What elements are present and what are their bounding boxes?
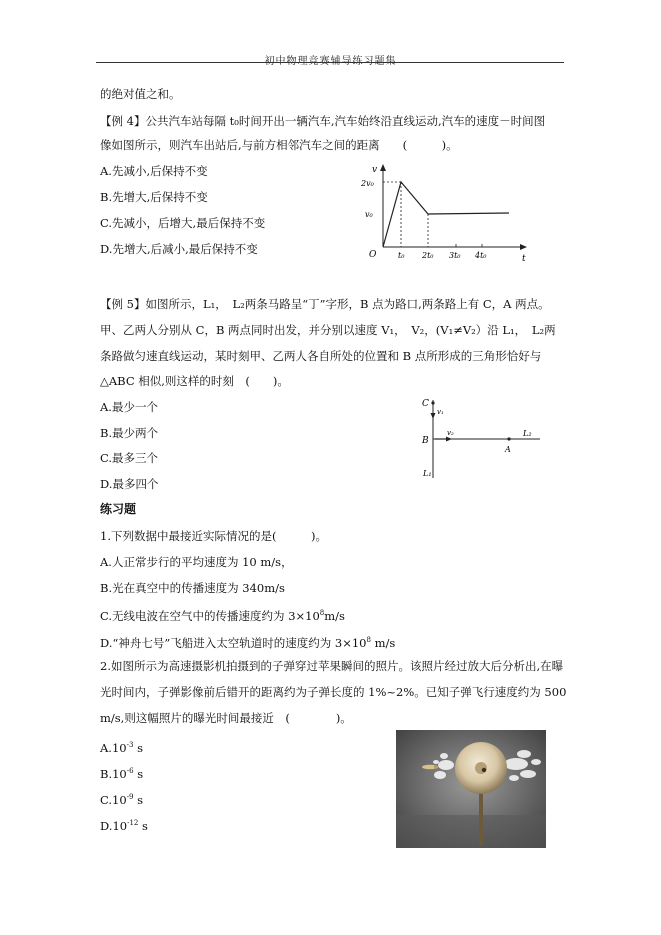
label-v1: v₁ (437, 408, 444, 416)
section-title: 练习题 (100, 502, 137, 516)
t-axis-label: t (522, 254, 526, 264)
label-L2: L₂ (523, 429, 532, 438)
ex4-option-a: A.先减小,后保持不变 (100, 164, 208, 178)
q2-line1: 2.如图所示为高速摄影机拍摄到的子弹穿过苹果瞬间的照片。该照片经过放大后分析出,在曝 (100, 659, 564, 673)
tick-2t0: 2t₀ (422, 251, 434, 260)
velocity-line (383, 182, 509, 247)
bullet-hole (482, 768, 486, 772)
road-diagram (415, 390, 550, 485)
q1-option-d: D.“神舟七号”飞船进入太空轨道时的速度约为 $3\times 10^8$ m/s (100, 635, 396, 650)
q2-line2: 光时间内，子弹影像前后错开的距离约为子弹长度的 1%~2%。已知子弹飞行速度约为 500 (100, 685, 567, 699)
point-a (507, 437, 510, 440)
origin-label: O (369, 250, 377, 260)
q2-option-b: $B.10^{-6}$ s (100, 766, 144, 781)
tick-2v0: 2v₀ (361, 179, 374, 188)
q2-option-a: $A.10^{-3}$ s (100, 740, 143, 755)
ex5-option-c: C.最多三个 (100, 451, 159, 465)
q1-option-c: C.无线电波在空气中的传播速度约为 $3\times 10^8m/s$ (100, 608, 345, 623)
tick-3t0: 3t₀ (449, 251, 461, 260)
text-line: 的绝对值之和。 (100, 87, 181, 101)
apple-core (475, 762, 487, 774)
ex4-option-b: B.先增大,后保持不变 (100, 190, 208, 204)
v-axis-arrow (380, 164, 386, 171)
tick-t0: t₀ (398, 251, 405, 260)
photo-floor (396, 815, 546, 848)
bullet-apple-photo (396, 730, 546, 848)
label-L1: L₁ (423, 469, 432, 478)
ex4-option-c: C.先减小，后增大,最后保持不变 (100, 216, 266, 230)
q2-line3: m/s,则这幅照片的曝光时间最接近 ( )。 (100, 711, 352, 725)
tick-v0: v₀ (365, 210, 373, 219)
velocity-time-graph (355, 160, 535, 265)
ex5-line2: 甲、乙两人分别从 C，B 两点同时出发，并分别以速度 V₁， V₂，(V₁≠V₂）沿 L₁， L₂两 (100, 323, 556, 337)
ex5-line1: 【例 5】如图所示，L₁， L₂两条马路呈“丁”字形，B 点为路口,两条路上有 C，A 两点。 (100, 297, 550, 311)
q1-option-a: A.人正常步行的平均速度为 10 m/s， (100, 555, 293, 569)
label-a: A (505, 445, 511, 454)
ex5-option-a: A.最少一个 (100, 400, 158, 414)
tick-4t0: 4t₀ (475, 251, 487, 260)
q2-option-d: $D.10^{-12}$ s (100, 818, 148, 833)
ex5-line3: 条路做匀速直线运动，某时刻甲、乙两人各自所处的位置和 B 点所形成的三角形恰好与 (100, 349, 542, 363)
ex4-line2: 像如图所示，则汽车出站后,与前方相邻汽车之间的距离 ( )。 (100, 138, 458, 152)
q1-option-b: B.光在真空中的传播速度为 340m/s (100, 581, 285, 595)
label-b: B (422, 436, 429, 446)
ex5-option-b: B.最少两个 (100, 426, 159, 440)
t-axis-arrow (520, 244, 527, 250)
page-header (0, 52, 661, 67)
v-axis-label: v (372, 165, 378, 175)
label-c: C (422, 399, 429, 409)
q1-stem: 1.下列数据中最接近实际情况的是( )。 (100, 529, 327, 543)
v2-arrow-head (446, 437, 452, 442)
ex4-option-d: D.先增大,后减小,最后保持不变 (100, 242, 258, 256)
ex5-line4: △ABC 相似,则这样的时刻 ( )。 (100, 374, 289, 388)
point-c (431, 401, 434, 404)
header-rule (96, 62, 564, 63)
q2-option-c: $C.10^{-9}$ s (100, 792, 144, 807)
v1-arrow-head (431, 413, 436, 419)
ex5-option-d: D.最多四个 (100, 477, 159, 491)
ex4-line1: 【例 4】公共汽车站每隔 t₀时间开出一辆汽车,汽车始终沿直线运动,汽车的速度－时间图 (100, 114, 546, 128)
label-v2: v₂ (447, 429, 454, 437)
